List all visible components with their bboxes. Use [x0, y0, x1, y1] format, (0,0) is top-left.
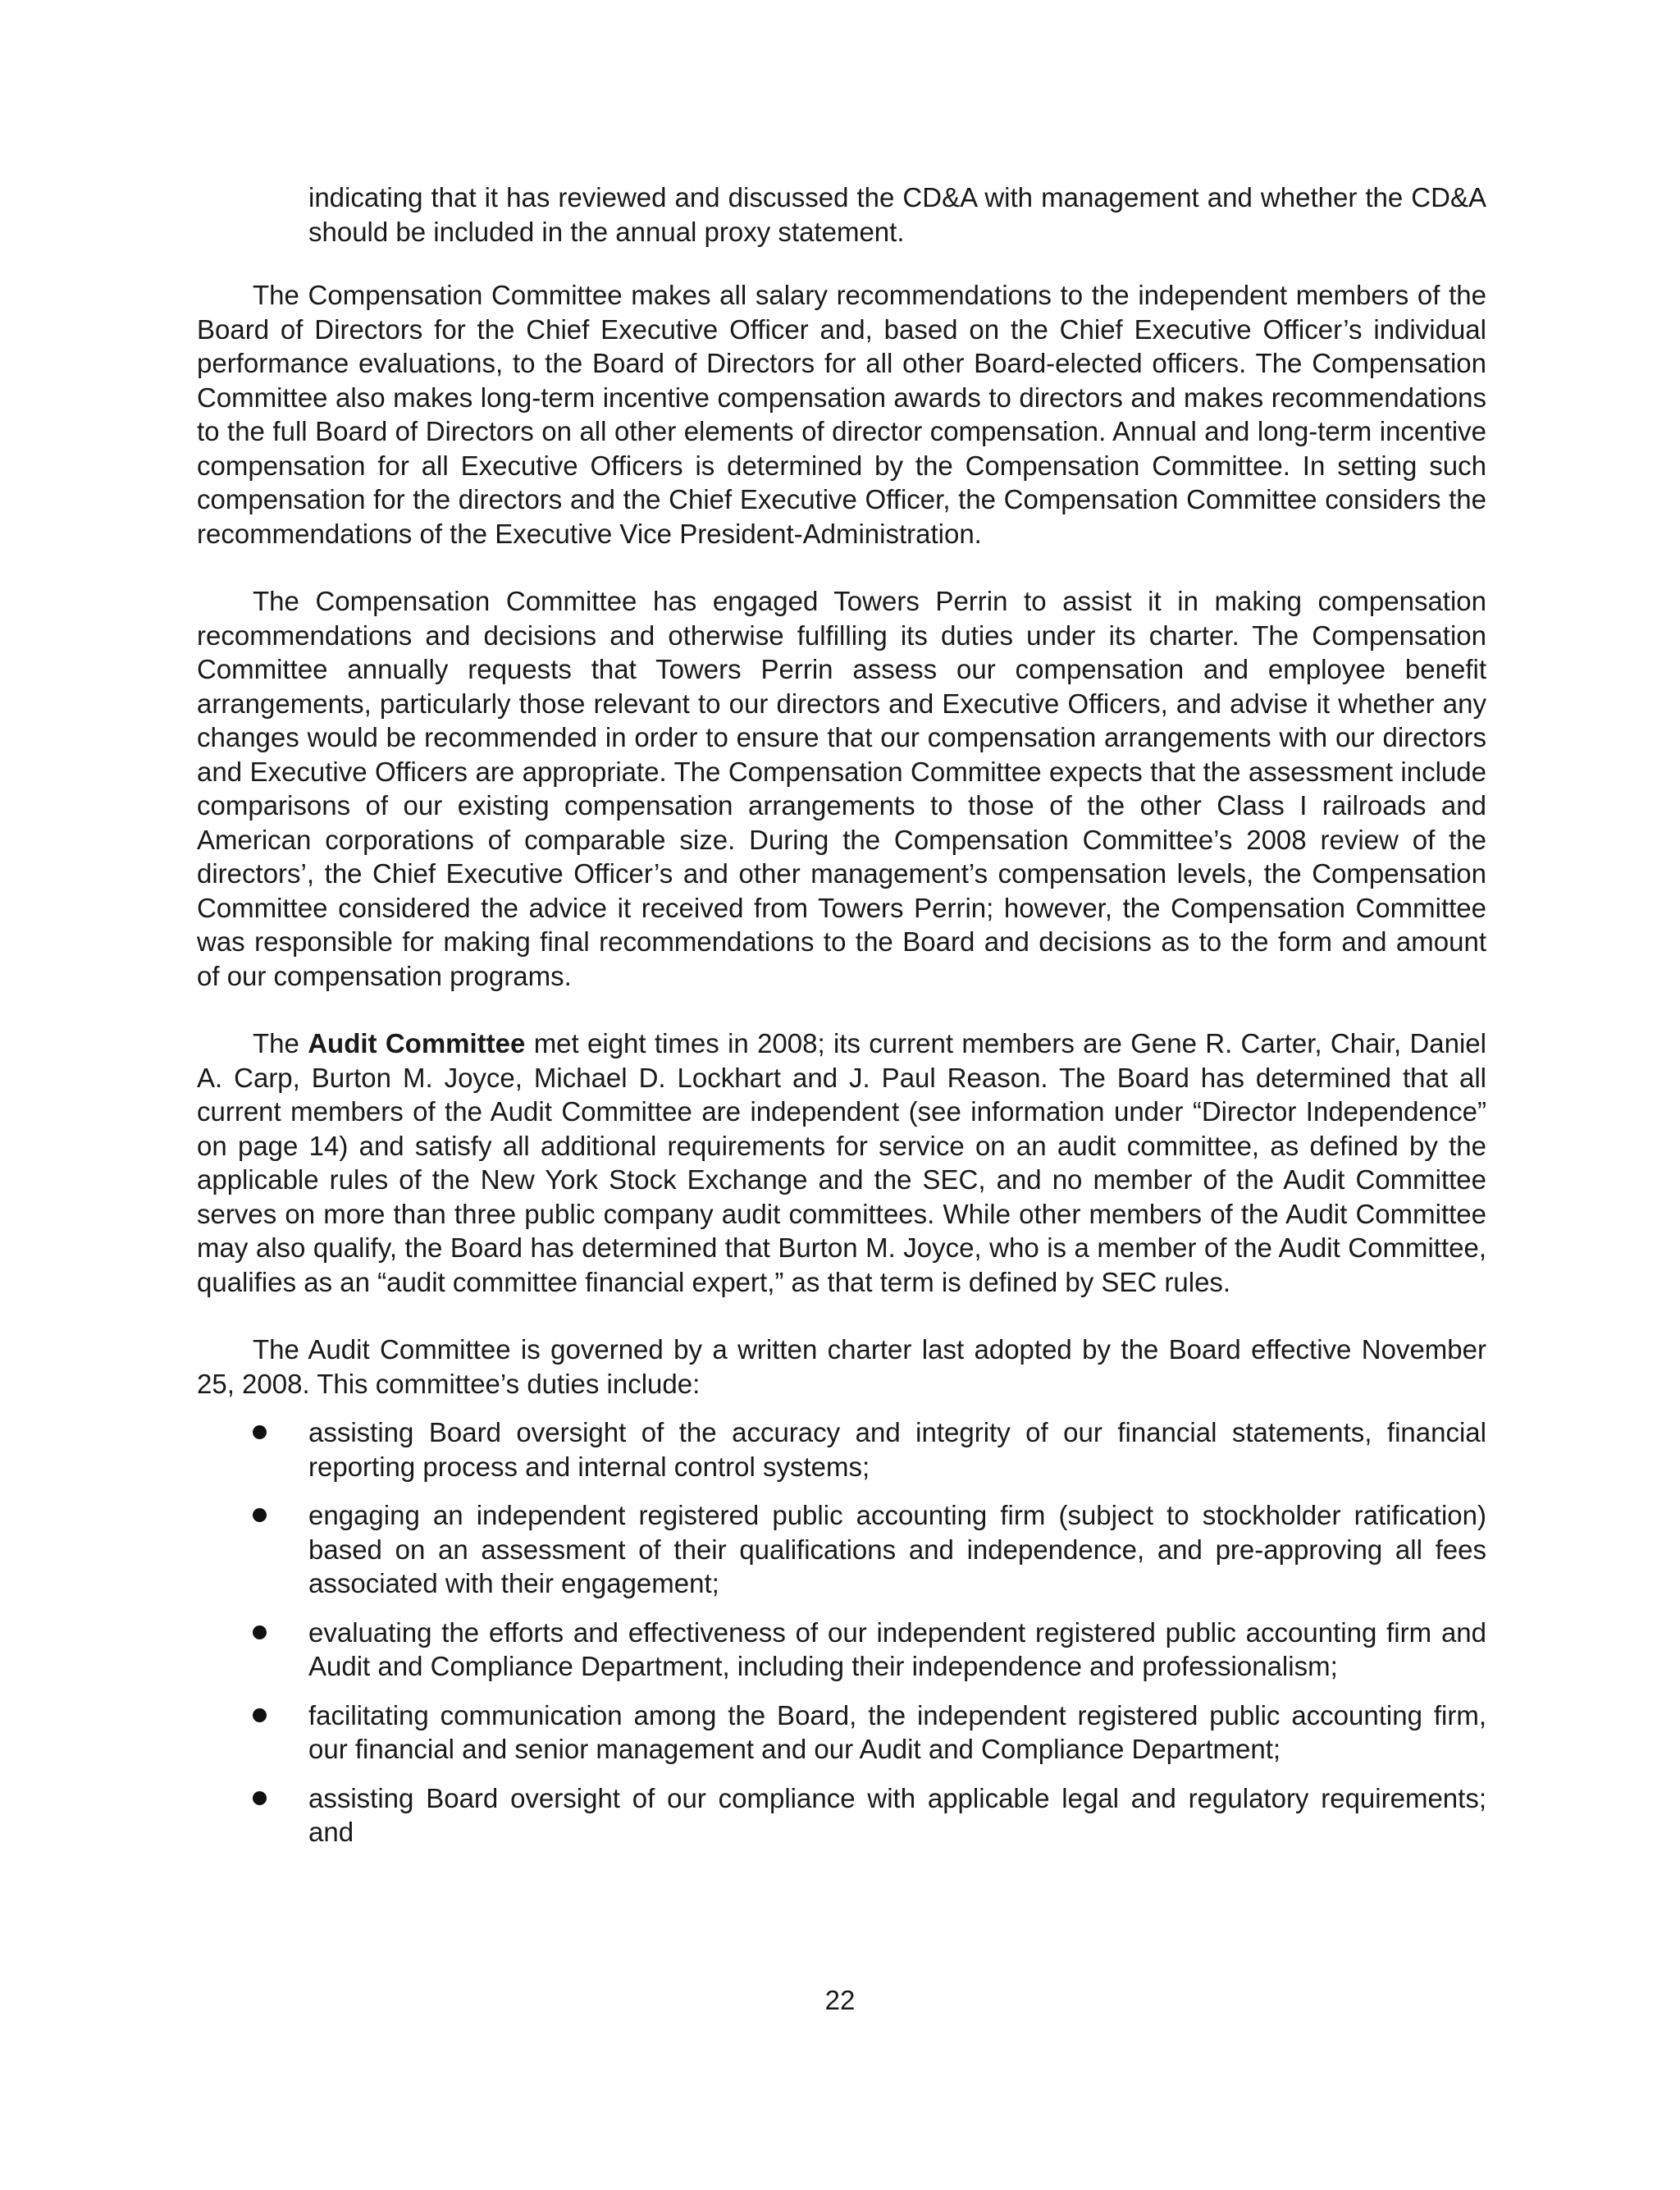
audit-duties-list [197, 1415, 1486, 1849]
list-item [197, 1616, 1486, 1684]
continuation-paragraph: indicating that it has reviewed and discussed the CD&A with management and whether the CD&A should be included in the annual proxy statement. [308, 182, 1486, 247]
page-number: 22 [824, 1985, 856, 2015]
list-item [197, 1498, 1486, 1601]
duty-text: facilitating communication among the Board, the independent registered public accounting firm, our financial and senior management and our Audit and Compliance Department; [308, 1699, 1486, 1764]
compensation-recommendations-paragraph: The Compensation Committee makes all salary recommendations to the independent members of the Board of Directors for the Chief Executive Officer and, based on the Chief Executive Officer’s individual performance evaluations, to the Board of Directors for all other Board-elected officers. The Compensation Committee also makes long-term incentive compensation awards to directors and makes recommendations to the full Board of Directors on all other elements of director compensation. Annual and long-term incentive compensation for all Executive Officers is determined by the Compensation Committee. In setting such compensation for the directors and the Chief Executive Officer, the Compensation Committee considers the recommendations of the Executive Vice President-Administration. [197, 280, 1486, 549]
duty-text: engaging an independent registered public accounting firm (subject to stockholder ratification) based on an assessment of their qualifications and independence, and pre-approving all fees associated with their engagement; [308, 1500, 1486, 1598]
bullet-icon [253, 1791, 267, 1805]
audit-charter-paragraph: The Audit Committee is governed by a written charter last adopted by the Board effective November 25, 2008. This committee’s duties include: [197, 1334, 1486, 1399]
bullet-icon [253, 1708, 267, 1722]
bullet-icon [253, 1625, 267, 1639]
duty-text: evaluating the efforts and effectiveness of our independent registered public accounting firm and Audit and Compliance Department, including their independence and professionalism; [308, 1616, 1486, 1681]
bullet-icon [253, 1508, 267, 1522]
duty-text: assisting Board oversight of our compliance with applicable legal and regulatory requirements; and [308, 1782, 1486, 1847]
audit-committee-heading: Audit Committee [308, 1028, 526, 1058]
list-item [197, 1699, 1486, 1767]
bullet-icon [253, 1425, 267, 1439]
document-page [197, 181, 1486, 1864]
list-item [197, 1781, 1486, 1849]
towers-perrin-paragraph: The Compensation Committee has engaged Towers Perrin to assist it in making compensation recommendations and decisions and otherwise fulfilling its duties under its charter. The Compensation Committee annually requests that Towers Perrin assess our compensation and employee benefit arrangements, particularly those relevant to our directors and Executive Officers, and advise it whether any changes would be recommended in order to ensure that our compensation arrangements with our directors and Executive Officers are appropriate. The Compensation Committee expects that the assessment include comparisons of our existing compensation arrangements to those of the other Class I railroads and American corporations of comparable size. During the Compensation Committee’s 2008 review of the directors’, the Chief Executive Officer’s and other management’s compensation levels, the Compensation Committee considered the advice it received from Towers Perrin; however, the Compensation Committee was responsible for making final recommendations to the Board and decisions as to the form and amount of our compensation programs. [197, 586, 1486, 991]
audit-committee-paragraph [197, 1026, 1486, 1299]
duty-text: assisting Board oversight of the accuracy and integrity of our financial statements, financial reporting process and internal control systems; [308, 1417, 1486, 1482]
list-item [197, 1415, 1486, 1484]
audit-lead-word: The [253, 1028, 299, 1058]
audit-committee-body: met eight times in 2008; its current members are Gene R. Carter, Chair, Daniel A. Carp, Burton M. Joyce, Michael D. Lockhart and J. Paul Reason. The Board has determined that all current members of the Audit Committee are independent (see information under “Director Independence” on page 14) and satisfy all additional requirements for service on an audit committee, as defined by the applicable rules of the New York Stock Exchange and the SEC, and no member of the Audit Committee serves on more than three public company audit committees. While other members of the Audit Committee may also qualify, the Board has determined that Burton M. Joyce, who is a member of the Audit Committee, qualifies as an “audit committee financial expert,” as that term is defined by SEC rules. [197, 1028, 1486, 1297]
